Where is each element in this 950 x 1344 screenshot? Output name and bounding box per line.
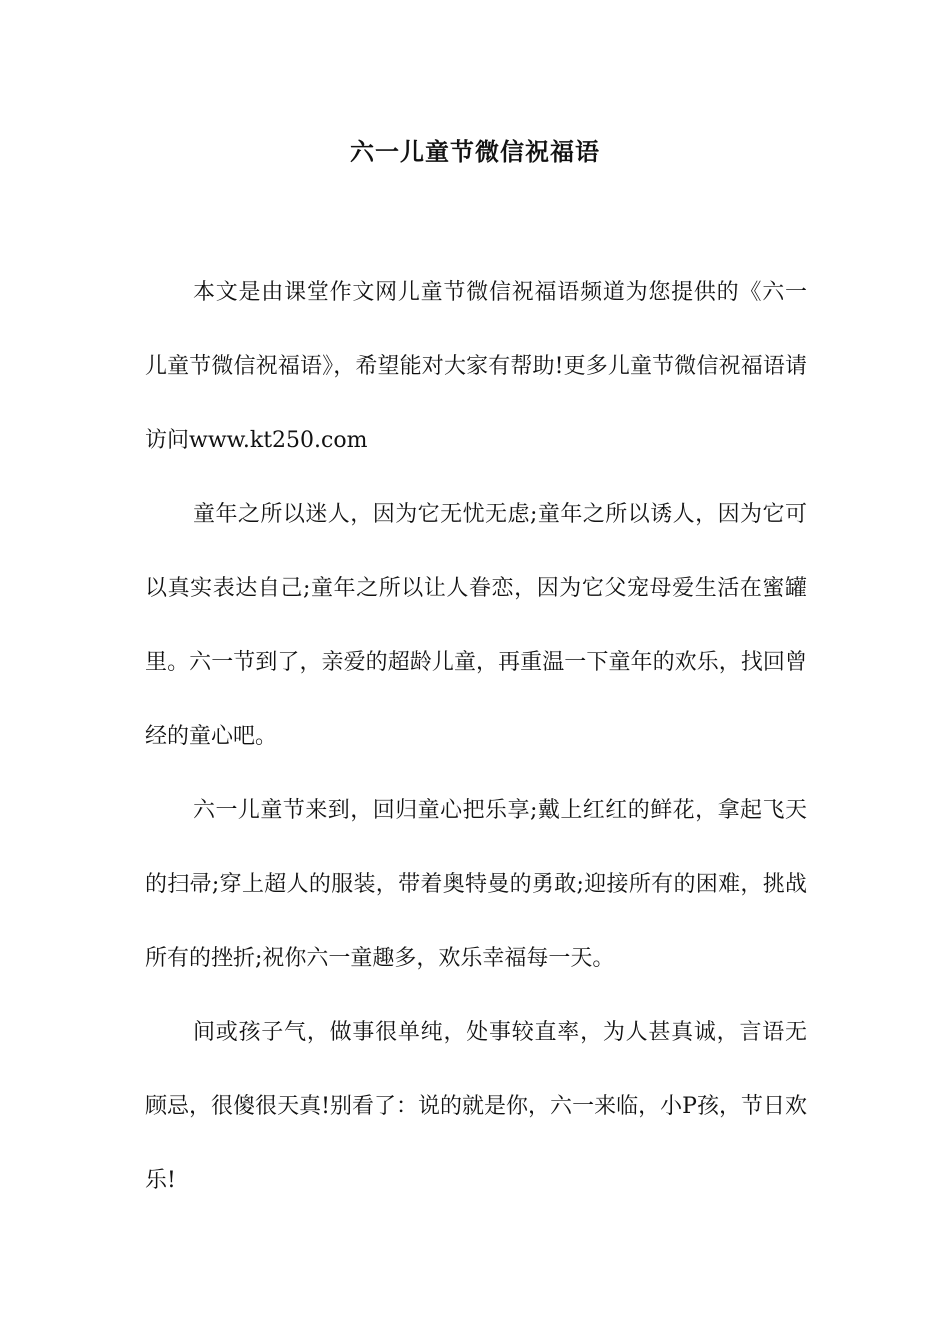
paragraph-childrens-day: 六一儿童节来到，回归童心把乐享;戴上红红的鲜花，拿起飞天的扫帚;穿上超人的服装，带着奥特曼的勇敢;迎接所有的困难，挑战所有的挫折;祝你六一童趣多，欢乐幸福每一天。 xyxy=(145,798,807,971)
paragraph-childlike: 间或孩子气，做事很单纯，处事较直率，为人甚真诚，言语无顾忌，很傻很天真!别看了：说的就是你，六一来临，小P孩，节日欢乐! xyxy=(145,1020,807,1193)
document-body xyxy=(145,256,807,1218)
paragraph-childhood: 童年之所以迷人，因为它无忧无虑;童年之所以诱人，因为它可以真实表达自己;童年之所以让人眷恋，因为它父宠母爱生活在蜜罐里。六一节到了，亲爱的超龄儿童，再重温一下童年的欢乐，找回曾经的童心吧。 xyxy=(145,502,807,749)
document-title: 六一儿童节微信祝福语 xyxy=(350,137,600,166)
paragraph-intro: 本文是由课堂作文网儿童节微信祝福语频道为您提供的《六一儿童节微信祝福语》，希望能对大家有帮助!更多儿童节微信祝福语请访问www.kt250.com xyxy=(145,280,807,453)
